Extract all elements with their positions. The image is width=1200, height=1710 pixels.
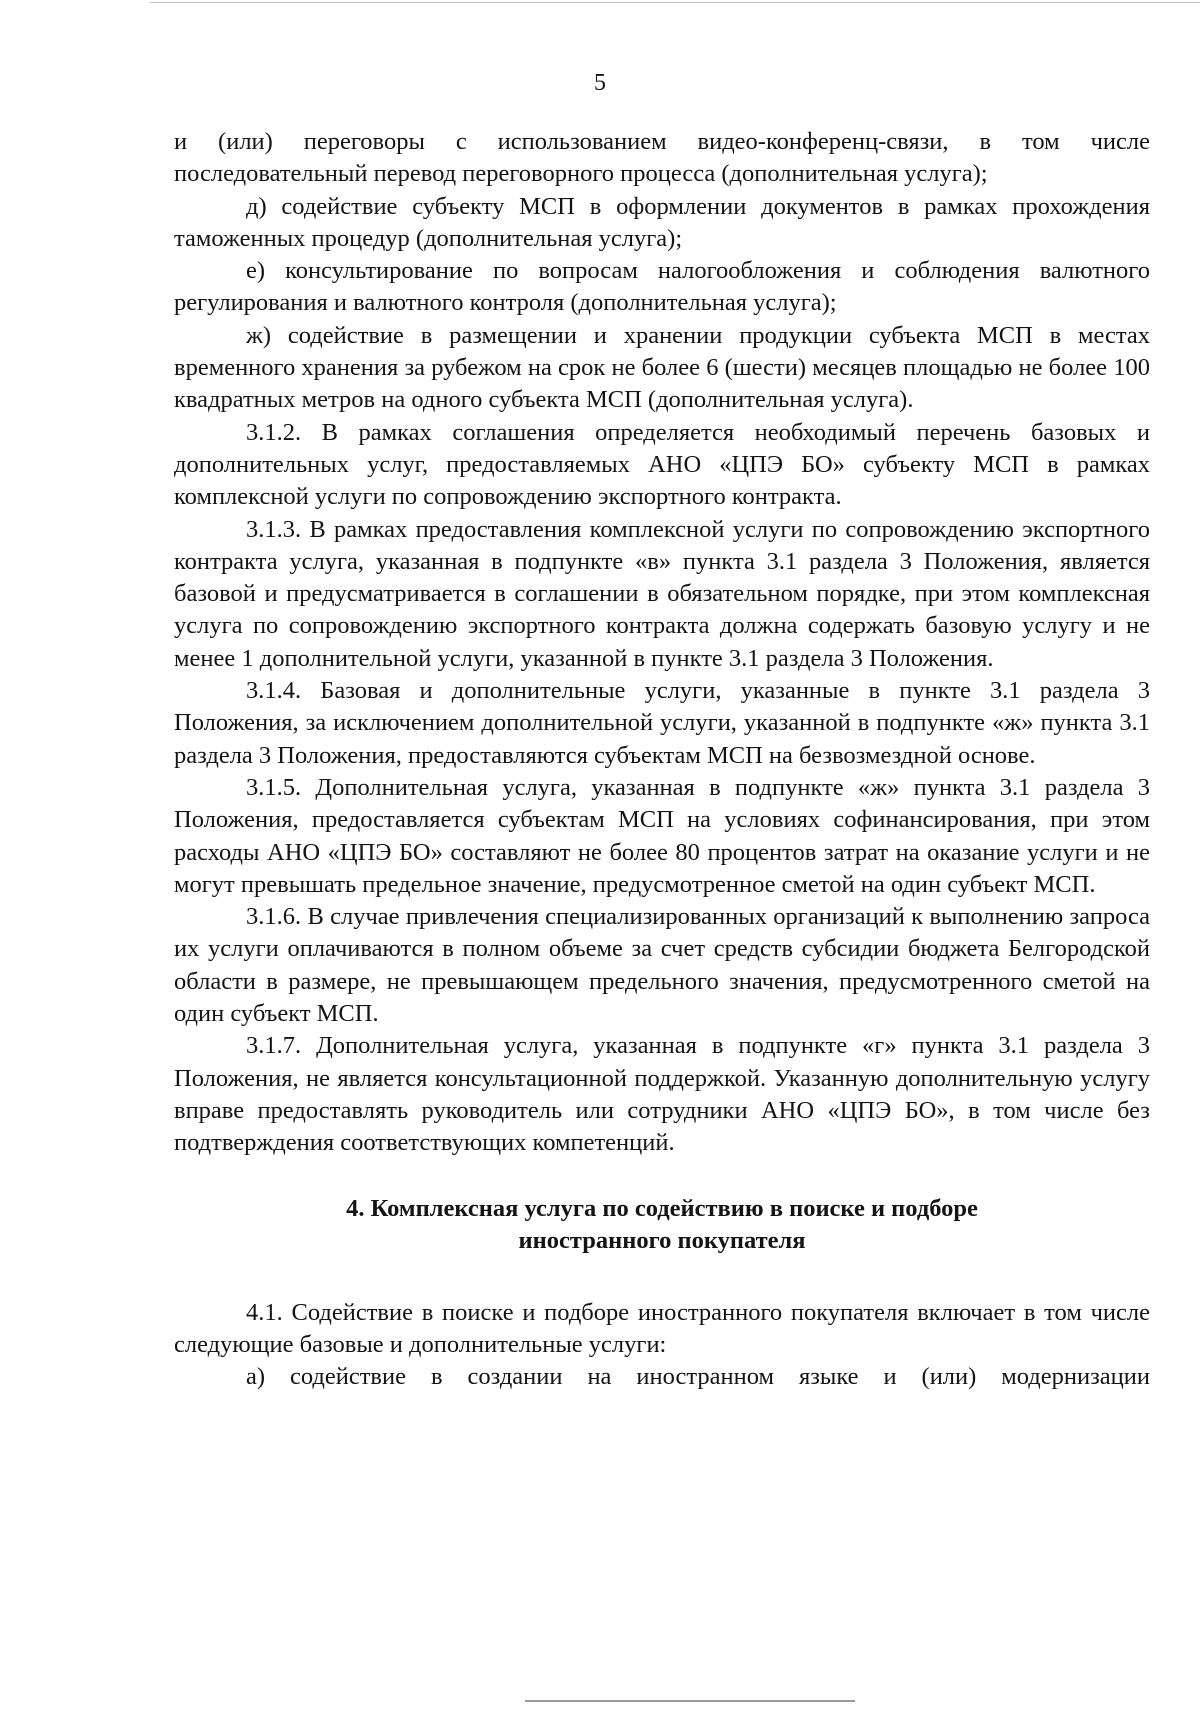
section-4-title-line-1: 4. Комплексная услуга по содействию в поиске и подборе [346,1194,978,1222]
section-4-title [174,1193,1150,1257]
paragraph-3-1-4: 3.1.4. Базовая и дополнительные услуги, указанные в пункте 3.1 раздела 3 Положения, за исключением дополнительной услуги, указанной в подпункте «ж» пункта 3.1 раздела 3 Положения, предоставляются субъектам МСП на безвозмездной основе. [174,677,1150,769]
paragraph-item-d: д) содействие субъекту МСП в оформлении документов в рамках прохождения таможенных процедур (дополнительная услуга); [174,192,1150,252]
scan-top-edge [150,2,1200,3]
paragraph-item-e: е) консультирование по вопросам налогообложения и соблюдения валютного регулирования и валютного контроля (дополнительная услуга); [174,257,1150,317]
paragraph-3-1-3: 3.1.3. В рамках предоставления комплексной услуги по сопровождению экспортного контракта услуга, указанная в подпункте «в» пункта 3.1 раздела 3 Положения, является базовой и предусматривается в соглашении в обязательном порядке, при этом комплексная услуга по сопровождению экспортного контракта должна содержать базовую услугу и не менее 1 дополнительной услуги, указанной в пункте 3.1 раздела 3 Положения. [174,515,1150,672]
scan-bottom-edge [525,1700,855,1702]
paragraph-3-1-5: 3.1.5. Дополнительная услуга, указанная в подпункте «ж» пункта 3.1 раздела 3 Положения, предоставляется субъектам МСП на условиях софинансирования, при этом расходы АНО «ЦПЭ БО» составляют не более 80 процентов затрат на оказание услуги и не могут превышать предельное значение, предусмотренное сметой на один субъект МСП. [174,773,1150,898]
paragraph-3-1-2: 3.1.2. В рамках соглашения определяется необходимый перечень базовых и дополнительных услуг, предоставляемых АНО «ЦПЭ БО» субъекту МСП в рамках комплексной услуги по сопровождению экспортного контракта. [174,418,1150,511]
document-body [174,126,1150,1393]
paragraph-4-1: 4.1. Содействие в поиске и подборе иностранного покупателя включает в том числе следующие базовые и дополнительные услуги: [174,1298,1150,1358]
paragraph-item-a: а) содействие в создании на иностранном языке и (или) модернизации [246,1363,1150,1391]
paragraph-3-1-7: 3.1.7. Дополнительная услуга, указанная в подпункте «г» пункта 3.1 раздела 3 Положения, не является консультационной поддержкой. Указанную дополнительную услугу вправе предоставлять руководитель или сотрудники АНО «ЦПЭ БО», в том числе без подтверждения соответствующих компетенций. [174,1032,1150,1157]
section-4-title-line-2: иностранного покупателя [518,1226,806,1254]
page-number: 5 [594,70,606,96]
paragraph-item-zh: ж) содействие в размещении и хранении продукции субъекта МСП в местах временного хранения за рубежом на срок не более 6 (шести) месяцев площадью не более 100 квадратных метров на одного субъекта МСП (дополнительная услуга). [174,321,1150,414]
paragraph-continuation: и (или) переговоры с использованием видео-конференц-связи, в том числе последовательный перевод переговорного процесса (дополнительная услуга); [174,128,1150,188]
paragraph-3-1-6: 3.1.6. В случае привлечения специализированных организаций к выполнению запроса их услуги оплачиваются в полном объеме за счет средств субсидии бюджета Белгородской области в размере, не превышающем предельного значения, предусмотренного сметой на один субъект МСП. [174,903,1150,1028]
